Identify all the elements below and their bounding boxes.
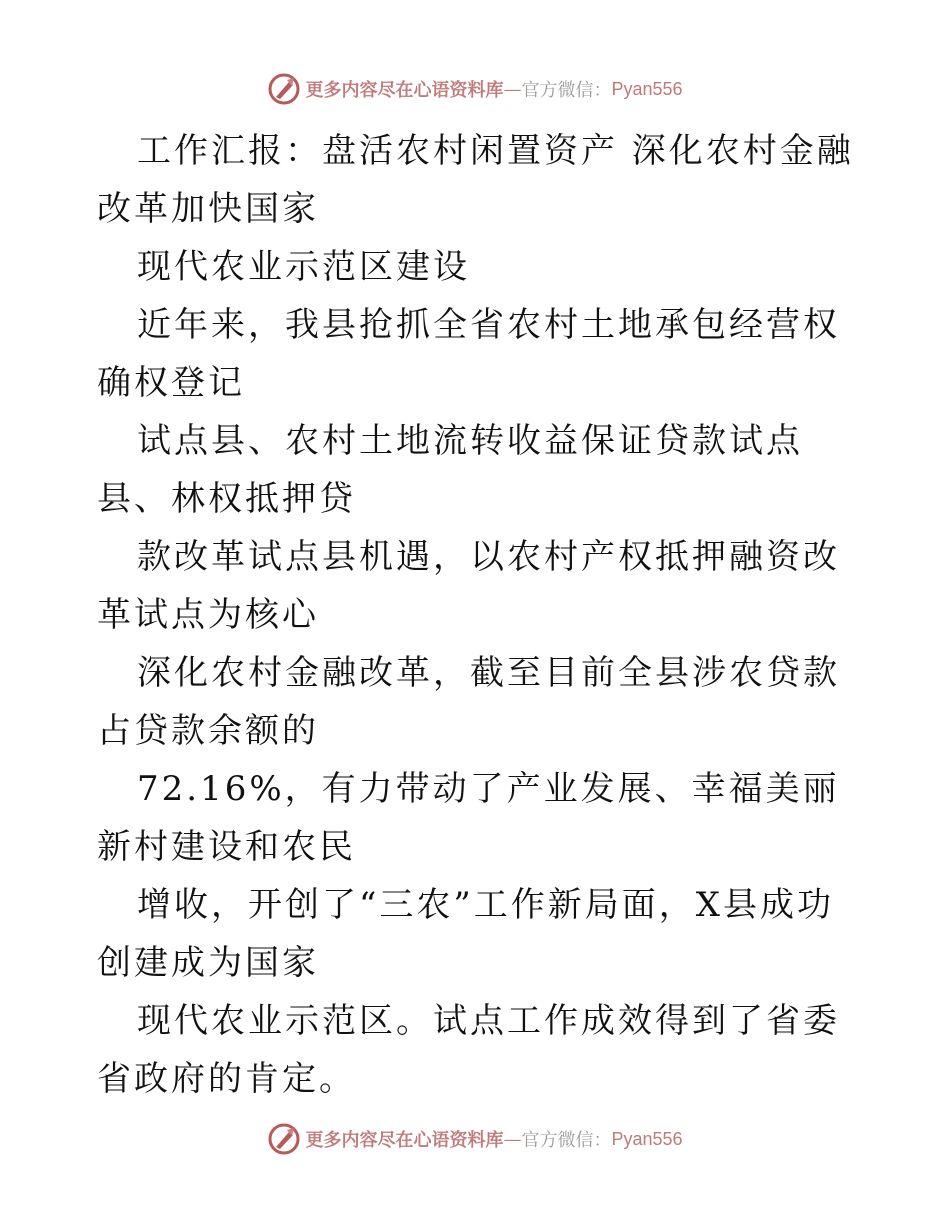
footer-watermark — [0, 1122, 950, 1156]
footer-wechat-id: Pyan556 — [611, 1128, 683, 1149]
header-wechat-id: Pyan556 — [611, 78, 683, 99]
footer-dash: — — [503, 1128, 522, 1150]
paragraph: 深化农村金融改革，截至目前全县涉农贷款占贷款余额的 — [97, 653, 840, 751]
document-body — [97, 122, 857, 1108]
footer-brand-text: 更多内容尽在心语资料库 — [305, 1130, 504, 1151]
paragraph: 现代农业示范区建设 — [137, 247, 470, 287]
header-watermark — [0, 72, 950, 106]
paragraph: 近年来，我县抢抓全省农村土地承包经营权确权登记 — [97, 305, 840, 403]
header-dash: — — [503, 78, 522, 100]
paragraph: 试点县、农村土地流转收益保证贷款试点县、林权抵押贷 — [97, 421, 803, 519]
footer-official-label: 官方微信： — [521, 1130, 612, 1151]
header-brand-text: 更多内容尽在心语资料库 — [305, 80, 504, 101]
paragraph: 72.16%，有力带动了产业发展、幸福美丽新村建设和农民 — [97, 769, 840, 867]
pen-logo-icon — [267, 1122, 301, 1156]
paragraph-title: 工作汇报：盘活农村闲置资产 深化农村金融改革加快国家 — [97, 131, 854, 229]
paragraph: 增收，开创了“三农”工作新局面，X县成功创建成为国家 — [97, 885, 834, 983]
paragraph: 款改革试点县机遇，以农村产权抵押融资改革试点为核心 — [97, 537, 840, 635]
header-official-label: 官方微信： — [521, 80, 612, 101]
pen-logo-icon — [267, 72, 301, 106]
paragraph: 现代农业示范区。试点工作成效得到了省委省政府的肯定。 — [97, 1001, 840, 1099]
